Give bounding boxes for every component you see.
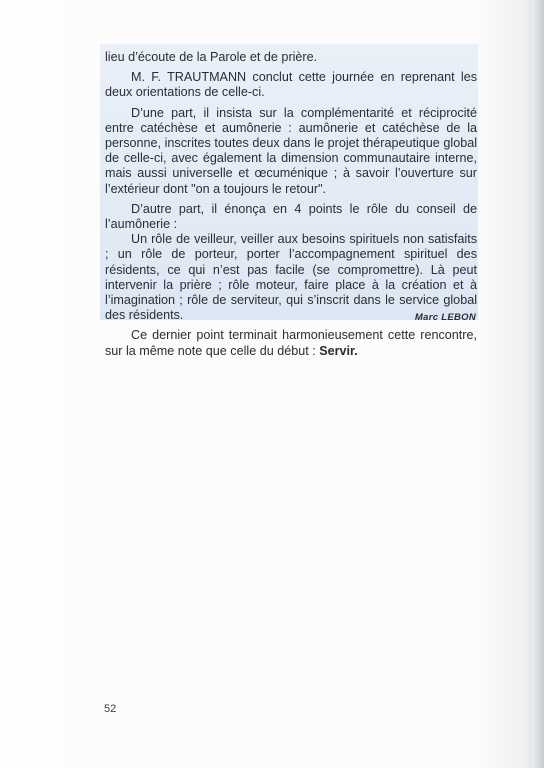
- paragraph-5: Un rôle de veilleur, veiller aux besoins spirituels non satisfaits ; un rôle de porteur, porter l’accompagnement spirituel des résidents, ce qui n’est pas facile (se compromettre). Là peut intervenir la prière ; rôle moteur, faire place à la création et à l’imagination ; rôle de serviteur, qui s’inscrit dans le service global des résidents.: [105, 232, 477, 323]
- paragraph-6-emphasis: Servir.: [319, 343, 358, 358]
- author-signature: Marc LEBON: [414, 312, 476, 323]
- paragraph-4: D’autre part, il énonça en 4 points le rôle du conseil de l’aumônerie :: [105, 201, 477, 232]
- paragraph-6: [105, 328, 477, 358]
- blank-area: [100, 320, 476, 686]
- paragraph-2: M. F. TRAUTMANN conclut cette journée en reprenant les deux orientations de celle-ci.: [105, 70, 477, 100]
- page-number: 52: [104, 703, 117, 715]
- paragraph-1: lieu d’écoute de la Parole et de prière.: [105, 50, 318, 64]
- binding-edge: [532, 0, 544, 768]
- paragraph-6-text: Ce dernier point terminait harmonieusement cette rencontre, sur la même note que celle du début :: [105, 328, 477, 358]
- paragraph-3: D’une part, il insista sur la complémentarité et réciprocité entre catéchèse et aumônerie : aumônerie et catéchèse de la personne, inscrites toutes deux dans le projet thérapeutique global de celle-ci, avec également la dimension communautaire interne, mais aussi universelle et œcuménique ; à savoir l’ouverture sur l’extérieur dont "on a toujours le retour".: [105, 105, 477, 196]
